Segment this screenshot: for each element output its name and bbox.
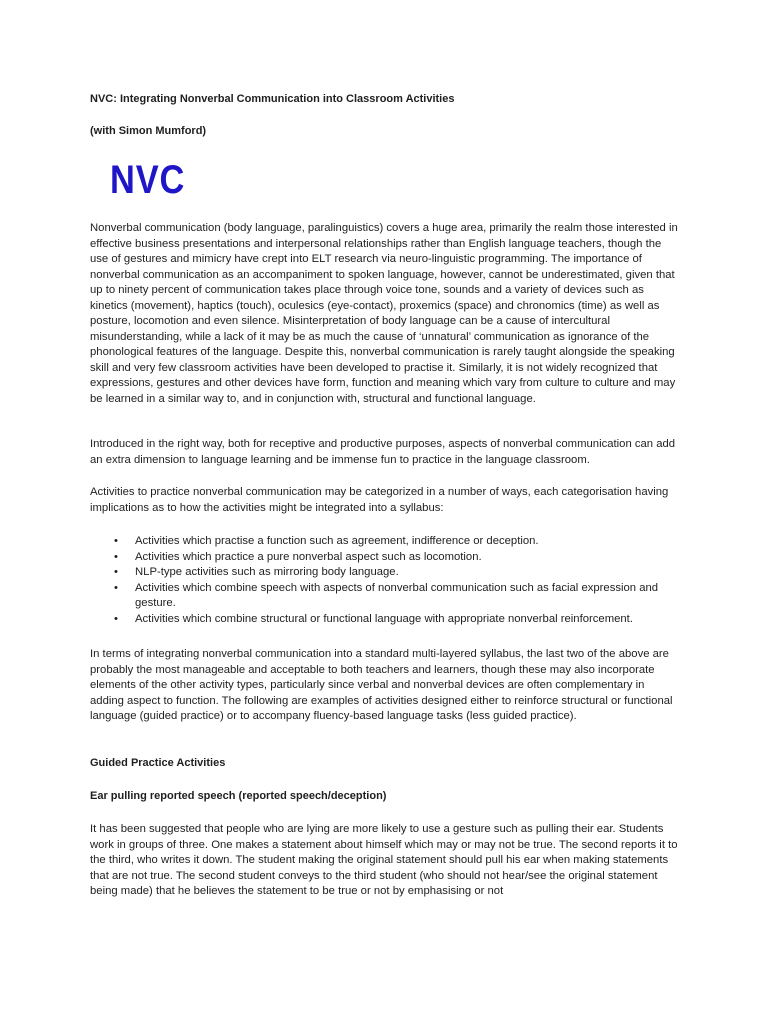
list-item: • Activities which combine structural or functional language with appropriate nonverbal reinforcement. (90, 612, 680, 628)
nvc-logo: NVC (110, 158, 186, 202)
document-title: NVC: Integrating Nonverbal Communication into Classroom Activities (90, 93, 455, 105)
activity-heading: Ear pulling reported speech (reported speech/deception) (90, 790, 387, 802)
paragraph-activity: It has been suggested that people who are lying are more likely to use a gesture such as pulling their ear. Students work in groups of three. One makes a statement about himself which may or may not be true. The second reports it to the third, who writes it down. The student making the original statement should pull his ear when making statements that are not true. The second student conveys to the third student (who should not hear/see the original statement being made) that he believes the statement to be true or not by emphasising or not (90, 823, 678, 897)
document-subtitle: (with Simon Mumford) (90, 125, 207, 137)
paragraph-categories: Activities to practice nonverbal communication may be categorized in a number of ways, each categorisation having implications as to how the activities might be integrated into a syllabus: (90, 486, 669, 514)
list-item: • Activities which combine speech with aspects of nonverbal communication such as facial expression and gesture. (90, 581, 680, 612)
list-item: • Activities which practice a pure nonverbal aspect such as locomotion. (90, 550, 680, 566)
paragraph-intro: Nonverbal communication (body language, paralinguistics) covers a huge area, primarily the realm those interested in effective business presentations and interpersonal relationships rather than English language teachers, though the use of gestures and mimicry have crept into ELT research via neuro-linguistic programming. The importance of nonverbal communication as an accompaniment to spoken language, however, cannot be underestimated, given that up to ninety percent of communication takes place through voice tone, sounds and a variety of devices such as kinetics (movement), haptics (touch), oculesics (eye-contact), proxemics (space) and chronomics (time) as well as posture, locomotion and even silence. Misinterpretation of body language can be a cause of intercultural misunderstanding, while a lack of it may be as much the cause of ‘unnatural’ communication as ignorance of the phonological features of the language. Despite this, nonverbal communication is rarely taught alongside the speaking skill and very few classroom activities have been developed to practise it. Similarly, it is not widely recognized that expressions, gestures and other devices have form, function and meaning which vary from culture to culture and may be learned in a similar way to, and in conjunction with, structural and functional language. (90, 222, 678, 405)
activity-category-list (90, 534, 680, 627)
list-item: • NLP-type activities such as mirroring body language. (90, 565, 680, 581)
list-item: • Activities which practise a function such as agreement, indifference or deception. (90, 534, 680, 550)
paragraph-purpose: Introduced in the right way, both for receptive and productive purposes, aspects of nonverbal communication can add an extra dimension to language learning and be immense fun to practice in the language classroom. (90, 438, 676, 466)
paragraph-syllabus: In terms of integrating nonverbal communication into a standard multi-layered syllabus, the last two of the above are probably the most manageable and acceptable to both teachers and learners, though these may also incorporate elements of the other activity types, particularly since verbal and nonverbal devices are often complementary in adding aspect to function. The following are examples of activities designed either to reinforce structural or functional language (guided practice) or to accompany fluency-based language tasks (less guided practice). (90, 648, 673, 722)
section-heading: Guided Practice Activities (90, 757, 226, 769)
